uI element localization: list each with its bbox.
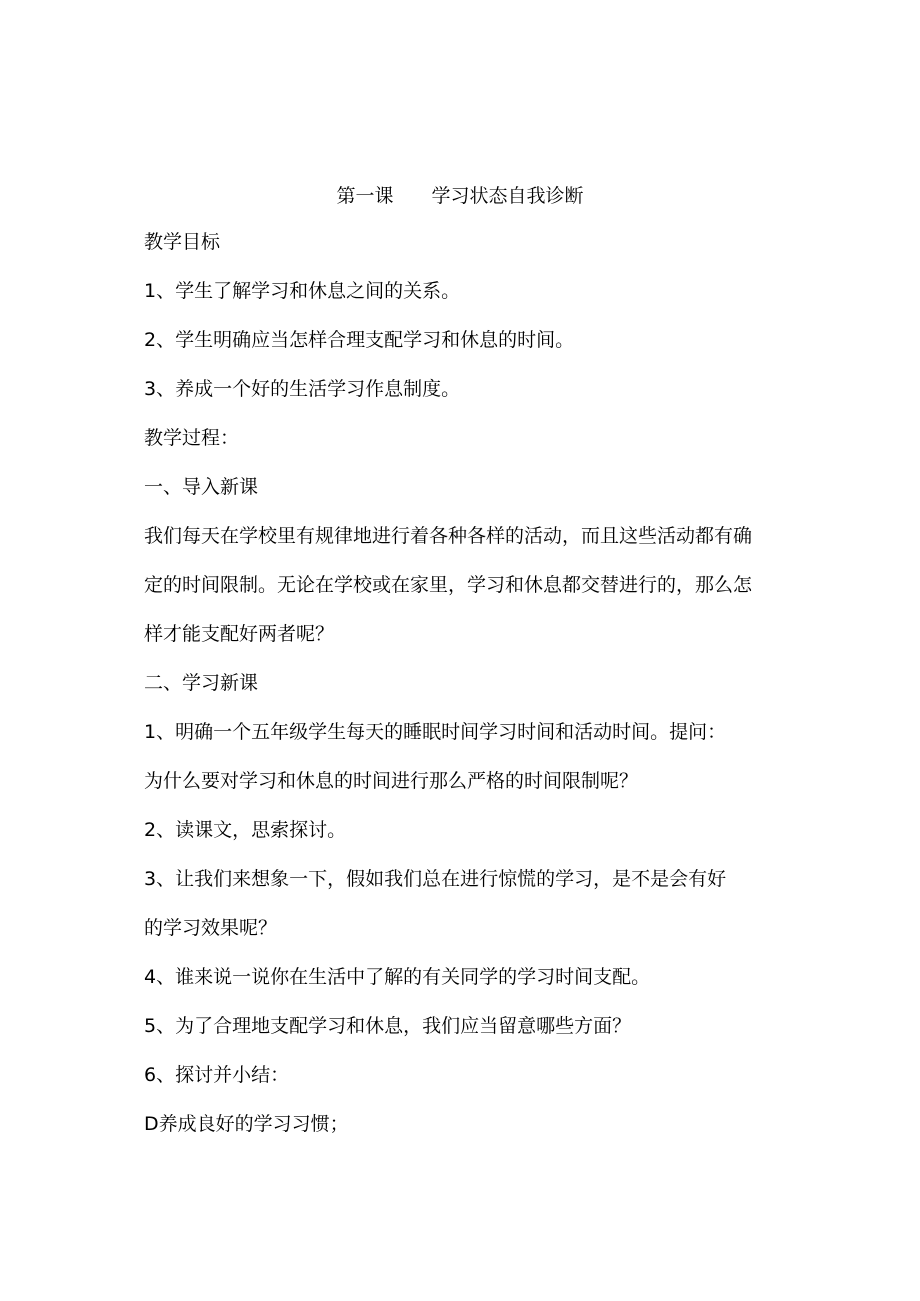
list-item: 4、谁来说一说你在生活中了解的有关同学的学习时间支配。	[144, 966, 651, 988]
heading-teaching-goals: 教学目标	[144, 231, 221, 253]
document-body	[144, 228, 784, 1159]
goal-item-3: 3、养成一个好的生活学习作息制度。	[144, 378, 461, 400]
list-item: 2、读课文，思索探讨。	[144, 819, 347, 841]
list-item-continued: 的学习效果呢？	[144, 917, 278, 939]
section-new-lesson: 二、学习新课	[144, 672, 259, 694]
list-item: 5、为了合理地支配学习和休息，我们应当留意哪些方面？	[144, 1015, 632, 1037]
summary-item: D养成良好的学习习惯；	[144, 1113, 349, 1135]
paragraph-line: 样才能支配好两者呢？	[144, 623, 335, 645]
goal-item-1: 1、学生了解学习和休息之间的关系。	[144, 280, 461, 302]
paragraph-line: 我们每天在学校里有规律地进行着各种各样的活动，而且这些活动都有确	[144, 525, 753, 547]
list-item: 3、让我们来想象一下，假如我们总在进行惊慌的学习，是不是会有好	[144, 868, 727, 890]
goal-item-2: 2、学生明确应当怎样合理支配学习和休息的时间。	[144, 329, 575, 351]
list-item-continued: 为什么要对学习和休息的时间进行那么严格的时间限制呢？	[144, 770, 639, 792]
lesson-title: 第一课 学习状态自我诊断	[336, 185, 584, 207]
section-intro: 一、导入新课	[144, 476, 259, 498]
heading-teaching-process: 教学过程：	[144, 427, 240, 449]
list-item: 1、明确一个五年级学生每天的睡眠时间学习时间和活动时间。提问：	[144, 721, 727, 743]
list-item: 6、探讨并小结：	[144, 1064, 290, 1086]
paragraph-line: 定的时间限制。无论在学校或在家里，学习和休息都交替进行的，那么怎	[144, 574, 753, 596]
